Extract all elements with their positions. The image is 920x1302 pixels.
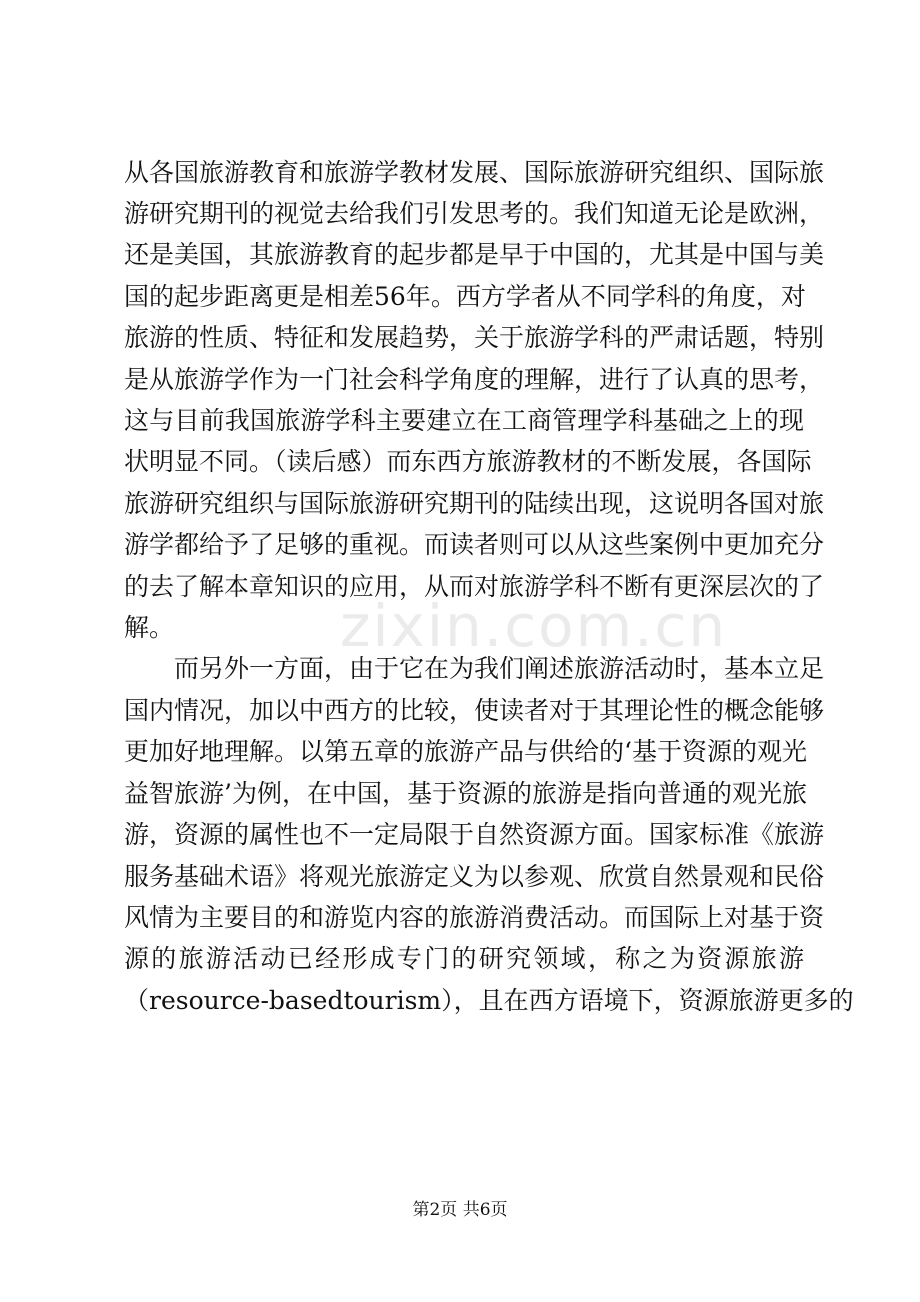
text-line: 是从旅游学作为一门社会科学角度的理解，进行了认真的思考， xyxy=(124,365,825,394)
watermark: zixin.com.cn xyxy=(340,592,728,660)
text-line: 游，资源的属性也不一定局限于自然资源方面。国家标准《旅游 xyxy=(124,820,825,849)
text-line: 状明显不同。（读后感）而东西方旅游教材的不断发展，各国际 xyxy=(124,447,812,476)
text-line: 解。 xyxy=(124,613,175,642)
text-line: （resource-basedtourism），且在西方语境下，资源旅游更多的 xyxy=(124,986,854,1015)
text-line: 国内情况，加以中西方的比较，使读者对于其理论性的概念能够 xyxy=(124,696,825,725)
text-line: 更加好地理解。以第五章的旅游产品与供给的‘基于资源的观光 xyxy=(124,737,807,766)
text-line: 游研究期刊的视觉去给我们引发思考的。我们知道无论是欧洲， xyxy=(124,199,825,228)
text-line: 旅游研究组织与国际旅游研究期刊的陆续出现，这说明各国对旅 xyxy=(124,489,825,518)
page-footer: 第2页 共6页 xyxy=(412,1200,508,1220)
text-line: 旅游的性质、特征和发展趋势，关于旅游学科的严肃话题，特别 xyxy=(124,323,825,352)
text-line: 国的起步距离更是相差56年。西方学者从不同学科的角度，对 xyxy=(124,282,806,311)
text-line: 从各国旅游教育和旅游学教材发展、国际旅游研究组织、国际旅 xyxy=(124,158,825,187)
text-line: 源的旅游活动已经形成专门的研究领域，称之为资源旅游 xyxy=(124,944,804,973)
text-line: 的去了解本章知识的应用，从而对旅游学科不断有更深层次的了 xyxy=(124,572,825,601)
text-line: 益智旅游’为例，在中国，基于资源的旅游是指向普通的观光旅 xyxy=(124,779,807,808)
text-line: 风情为主要目的和游览内容的旅游消费活动。而国际上对基于资 xyxy=(124,903,825,932)
text-line: 服务基础术语》将观光旅游定义为以参观、欣赏自然景观和民俗 xyxy=(124,862,825,891)
text-line: 而另外一方面，由于它在为我们阐述旅游活动时，基本立足 xyxy=(174,654,825,683)
text-line: 游学都给予了足够的重视。而读者则可以从这些案例中更加充分 xyxy=(124,530,825,559)
text-line: 还是美国，其旅游教育的起步都是早于中国的，尤其是中国与美 xyxy=(124,240,825,269)
text-line: 这与目前我国旅游学科主要建立在工商管理学科基础之上的现 xyxy=(124,406,804,435)
